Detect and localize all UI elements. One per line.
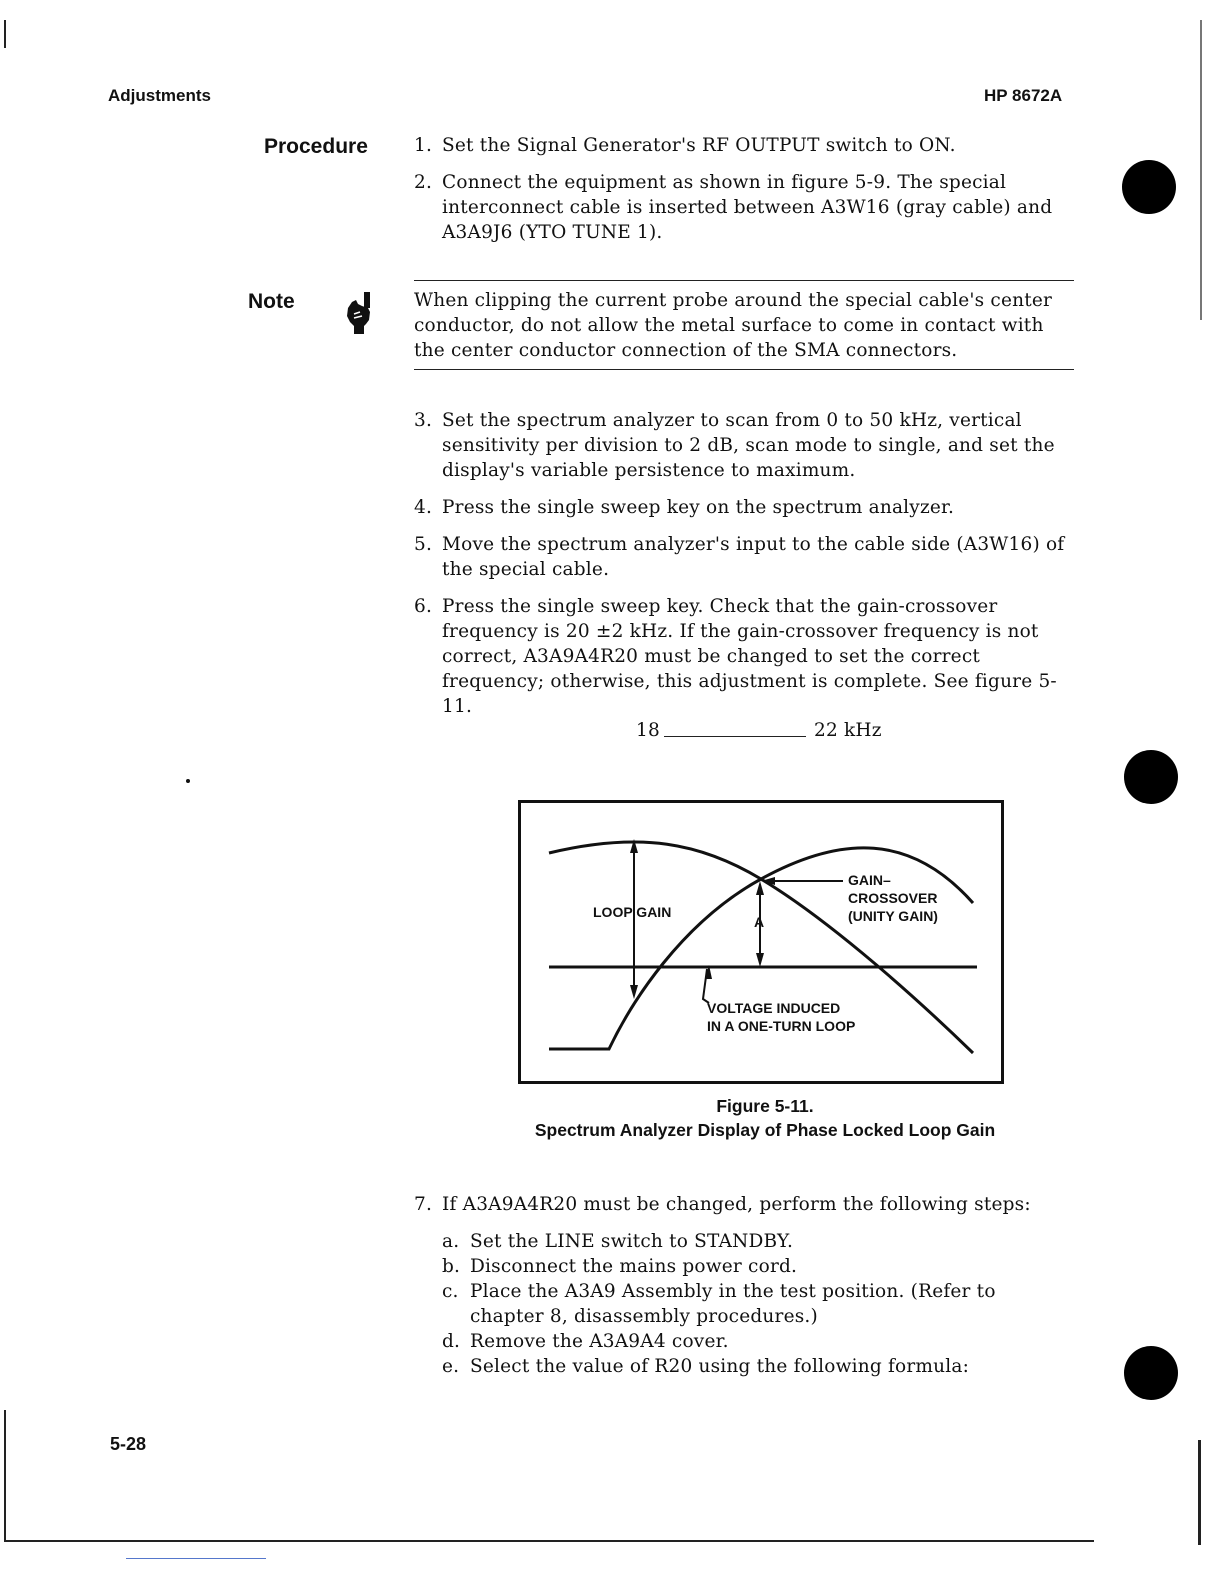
step-2 xyxy=(414,170,1054,245)
figure-caption-text: Spectrum Analyzer Display of Phase Locked Loop Gain xyxy=(534,1120,996,1140)
substep-b xyxy=(442,1254,1062,1279)
voltage-induced-label-1: VOLTAGE INDUCED xyxy=(707,1000,841,1016)
step-text: Connect the equipment as shown in figure 5-9. The special interconnect cable is inserted between A3W16 (gray cable) and A3A9J6 (YTO TUNE 1). xyxy=(442,172,1053,243)
running-header-right: HP 8672A xyxy=(984,86,1063,105)
right-edge-line xyxy=(1200,20,1202,320)
range-blank-line xyxy=(664,736,806,737)
procedure-heading: Procedure xyxy=(264,135,368,158)
gain-crossover-label-2: CROSSOVER xyxy=(848,890,938,906)
step-number: 2. xyxy=(414,172,433,193)
step-text: Set the Signal Generator's RF OUTPUT switch to ON. xyxy=(442,135,956,156)
substep-letter: c. xyxy=(442,1281,459,1302)
substep-d xyxy=(442,1329,1062,1354)
substep-e xyxy=(442,1354,1062,1379)
step-text: Press the single sweep key. Check that the gain-crossover frequency is 20 ±2 kHz. If the gain-crossover frequency is not correct, A3A9A4R20 must be changed to set the correct frequency; otherwise, this adjustment is complete. See figure 5-11. xyxy=(442,596,1057,717)
note-text: When clipping the current probe around the special cable's center conductor, do not allow the metal surface to come in contact with the center conductor connection of the SMA connectors. xyxy=(414,290,1053,361)
step-number: 5. xyxy=(414,534,433,555)
left-edge-line-bottom xyxy=(4,1410,6,1540)
step-number: 4. xyxy=(414,497,433,518)
pointing-hand-icon xyxy=(342,290,378,346)
running-header-left: Adjustments xyxy=(108,86,211,105)
note-rule-bottom xyxy=(414,369,1074,370)
a-arrowhead-up xyxy=(756,881,764,895)
substep-c xyxy=(442,1279,1042,1329)
a-label: A xyxy=(754,914,765,930)
step-5 xyxy=(414,532,1070,582)
punch-hole-top xyxy=(1122,160,1176,214)
substep-text: Place the A3A9 Assembly in the test position. (Refer to chapter 8, disassembly procedures.) xyxy=(470,1281,996,1327)
gain-crossover-label-3: (UNITY GAIN) xyxy=(848,908,938,924)
voltage-induced-label-2: IN A ONE-TURN LOOP xyxy=(707,1018,856,1034)
step-number: 6. xyxy=(414,596,433,617)
substep-text: Remove the A3A9A4 cover. xyxy=(470,1331,729,1352)
step-text: Move the spectrum analyzer's input to the cable side (A3W16) of the special cable. xyxy=(442,534,1065,580)
step-6 xyxy=(414,594,1062,719)
punch-hole-middle xyxy=(1124,750,1178,804)
gain-crossover-label-1: GAIN– xyxy=(848,872,891,888)
note-rule-top xyxy=(414,280,1074,281)
substep-text: Set the LINE switch to STANDBY. xyxy=(470,1231,794,1252)
substep-letter: b. xyxy=(442,1256,461,1277)
step-4 xyxy=(414,495,1074,520)
step-number: 7. xyxy=(414,1194,433,1215)
figure-5-11-display xyxy=(518,800,1004,1084)
step-text: Press the single sweep key on the spectrum analyzer. xyxy=(442,497,955,518)
step-7 xyxy=(414,1192,1074,1217)
page-number: 5-28 xyxy=(110,1434,147,1454)
left-edge-line xyxy=(4,20,6,48)
right-edge-line-bottom xyxy=(1198,1440,1201,1545)
loop-gain-label: LOOP GAIN xyxy=(593,904,672,920)
substep-letter: d. xyxy=(442,1331,461,1352)
substep-letter: e. xyxy=(442,1356,460,1377)
substep-text: Select the value of R20 using the following formula: xyxy=(470,1356,970,1377)
figure-caption-title: Figure 5-11. xyxy=(716,1096,814,1116)
step-number: 3. xyxy=(414,410,433,431)
bottom-edge-line xyxy=(4,1540,1094,1542)
step-number: 1. xyxy=(414,135,433,156)
bottom-link-line xyxy=(126,1558,266,1559)
note-heading: Note xyxy=(248,290,295,313)
range-low: 18 xyxy=(636,720,660,741)
substep-a xyxy=(442,1229,1062,1254)
step-text: Set the spectrum analyzer to scan from 0 to 50 kHz, vertical sensitivity per division to 2 dB, scan mode to single, and set the display's variable persistence to maximum. xyxy=(442,410,1055,481)
a-arrowhead-down xyxy=(756,953,764,967)
substep-text: Disconnect the mains power cord. xyxy=(470,1256,798,1277)
step-1 xyxy=(414,133,1074,158)
step-text: If A3A9A4R20 must be changed, perform the following steps: xyxy=(442,1194,1031,1215)
punch-hole-bottom xyxy=(1124,1346,1178,1400)
substep-letter: a. xyxy=(442,1231,460,1252)
scan-speck xyxy=(186,779,190,783)
step-3 xyxy=(414,408,1066,483)
range-high: 22 kHz xyxy=(814,720,882,741)
